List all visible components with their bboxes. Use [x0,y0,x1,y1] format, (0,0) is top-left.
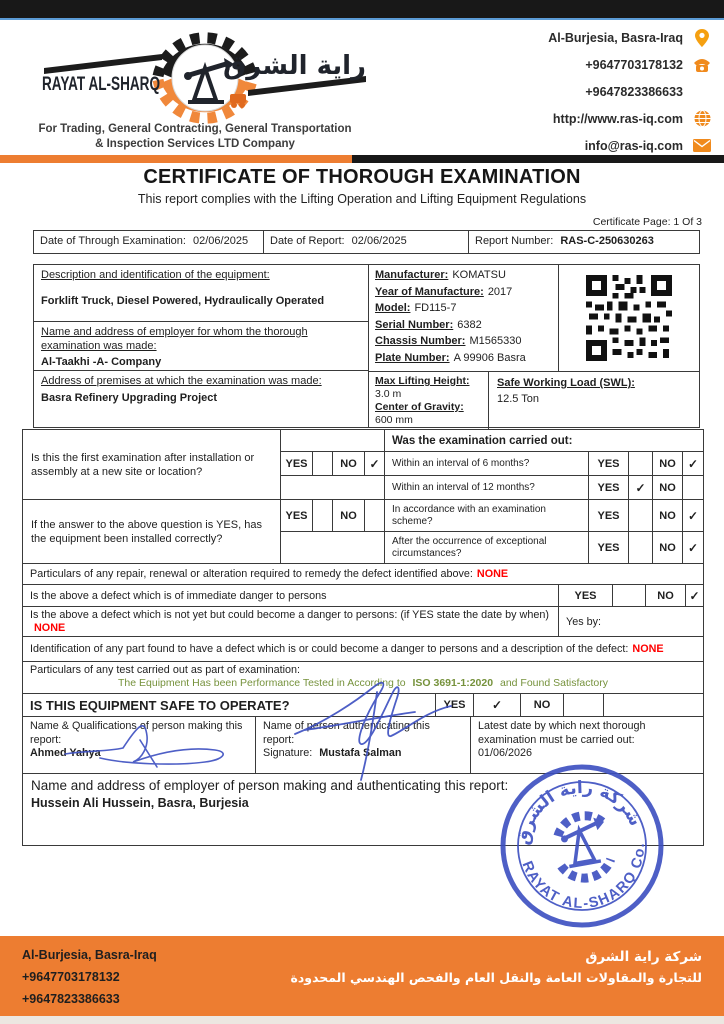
chassis-value: M1565330 [469,335,522,347]
interval-12-no-checkbox [683,476,703,500]
scheme-no-checkbox: ✓ [683,500,703,532]
tagline-line1: For Trading, General Contracting, General Transportation [38,123,352,135]
equipment-right-column [369,265,699,427]
identification-value: NONE [632,643,664,655]
interval-6-yes-label: YES [589,452,629,476]
q2-yes-label: YES [281,500,313,532]
repair-label: Particulars of any repair, renewal or alteration required to remedy the defect identified above: [30,568,473,580]
test-result-standard: ISO 3691-1:2020 [412,677,494,689]
repair-row [23,564,703,585]
swl-label: Safe Working Load (SWL): [497,377,635,389]
contact-phone1 [548,51,712,78]
equipment-section [33,264,700,428]
employer-value: Al-Taakhi -A- Company [41,356,162,368]
safe-to-operate-row [23,694,703,717]
report-number-value: RAS-C-250630263 [560,235,654,247]
q1-question: Is this the first examination after installation or assembly at a new site or location? [23,430,281,500]
notyet-label: Is the above a defect which is not yet but could become a danger to persons: (if YES state the date by when) [30,609,549,621]
q1-no-label: NO [333,452,365,476]
test-result-pre: The Equipment Has been Performance Tested in According to [118,677,406,689]
bottom-strip [0,1016,724,1024]
interval-6-yes-checkbox [629,452,653,476]
q2-no-checkbox [365,500,385,532]
manufacturer-label: Manufacturer: [375,269,449,281]
identification-label: Identification of any part found to have a defect which is or could become a danger to persons and a description of the defect: [30,643,629,655]
globe-icon [692,110,712,128]
serial-value: 6382 [457,318,482,331]
stamp-text-english: RAYAT AL-SHARQ Co. [518,841,649,913]
yes-by-cell: Yes by: [559,607,703,637]
q1-yes-checkbox [313,452,333,476]
page-subtitle: This report complies with the Lifting Operation and Lifting Equipment Regulations [137,192,587,206]
contact-website-text: http://www.ras-iq.com [552,111,683,126]
footer-address: Al-Burjesia, Basra-Iraq [22,948,157,962]
report-date-cell [264,231,469,253]
meta-table [33,230,700,254]
chassis-label: Chassis Number: [375,335,466,347]
contact-phone1-text: +9647703178132 [585,57,683,72]
manufacturer-details [369,265,559,371]
divider-orange [0,155,352,163]
envelope-icon [692,137,712,155]
cog-value: 600 mm [375,414,413,426]
report-date-label: Date of Report: [270,235,345,247]
swl-value: 12.5 Ton [497,393,540,405]
q1-no-checkbox: ✓ [365,452,385,476]
footer [0,936,724,1016]
contact-phone2-text: +9647823386633 [585,84,683,99]
employer-label: Name and address of employer for whom the thorough examination was made: [41,326,308,352]
q2-block [23,500,703,564]
safe-label: IS THIS EQUIPMENT SAFE TO OPERATE? [23,694,436,717]
year-label: Year of Manufacture: [375,285,484,298]
phone-icon [692,56,712,74]
safe-no-label: NO [521,694,564,717]
q1-block [23,430,703,500]
lifting-height-cell [369,372,489,430]
auth-label: Name of person authenticating this report: [263,720,430,746]
interval-12-label: Within an interval of 12 months? [385,476,589,500]
model-value: FD115-7 [414,302,457,314]
notyet-cell [23,607,559,637]
scheme-no-label: NO [653,500,683,532]
footer-contact-block [22,944,157,1010]
report-number-label: Report Number: [475,235,554,247]
footer-phone2: +9647823386633 [22,992,120,1006]
maker-cell [23,717,256,774]
footer-company-desc-ar: للتجارة والمقاولات العامة والنقل العام والفحص الهندسي المحدودة [290,970,702,985]
q2-question: If the answer to the above question is YES, has the equipment been installed correctly? [23,500,281,564]
plate-label: Plate Number: [375,351,450,364]
company-name-en: RAYAT AL-SHARQ [42,74,160,95]
premises-box [34,371,368,427]
scheme-yes-checkbox [629,500,653,532]
page-title: CERTIFICATE OF THOROUGH EXAMINATION [143,166,581,188]
safe-yes-label: YES [436,694,474,717]
exceptional-label: After the occurrence of exceptional circumstances? [385,532,589,564]
contact-block [548,24,712,159]
company-name-ar: راية الشرق [222,51,366,81]
q2-no-label: NO [333,500,365,532]
interval-12-yes-label: YES [589,476,629,500]
next-exam-date: 01/06/2026 [478,747,533,759]
immediate-yes-label: YES [559,585,613,607]
notyet-danger-row [23,607,703,637]
cog-label: Center of Gravity: [375,401,464,413]
contact-address-text: Al-Burjesia, Basra-Iraq [548,30,683,45]
premises-label: Address of premises at which the examination was made: [41,375,322,387]
equipment-left-column [34,265,369,427]
scheme-yes-label: YES [589,500,629,532]
immediate-no-checkbox: ✓ [686,585,703,607]
interval-12-yes-checkbox: ✓ [629,476,653,500]
equipment-description-value: Forklift Truck, Diesel Powered, Hydraulically Operated [41,295,325,307]
maker-label: Name & Qualifications of person making this report: [30,720,243,746]
header-divider [0,155,724,163]
equipment-description-label: Description and identification of the equipment: [41,269,270,281]
exam-date-value: 02/06/2025 [193,235,249,247]
next-exam-label: Latest date by which next thorough examination must be carried out: [478,720,646,746]
location-pin-icon [692,29,712,47]
report-date-value: 02/06/2025 [351,235,407,247]
immediate-danger-row [23,585,703,607]
immediate-no-label: NO [646,585,686,607]
exceptional-no-checkbox: ✓ [683,532,703,564]
auth-name: Mustafa Salman [319,747,402,759]
immediate-label: Is the above a defect which is of immediate danger to persons [23,585,559,607]
manufacturer-value: KOMATSU [452,269,506,281]
footer-company-name-ar: شركة راية الشرق [585,949,702,965]
serial-label: Serial Number: [375,318,454,331]
equipment-description-box [34,265,368,322]
auth-signature-label: Signature: [263,747,313,759]
year-value: 2017 [487,285,513,298]
q2-yes-checkbox [313,500,333,532]
company-stamp [482,746,681,945]
premises-value: Basra Refinery Upgrading Project [41,392,218,404]
employer-box [34,322,368,371]
interval-12-no-label: NO [653,476,683,500]
safe-yes-checkbox: ✓ [474,694,521,717]
company-logo [40,24,370,124]
interval-6-label: Within an interval of 6 months? [385,452,589,476]
safe-extra-cell [604,694,703,717]
certificate-page-label: Certificate Page: 1 Of 3 [592,216,702,228]
test-row [23,662,703,694]
report-employer-name: Hussein Ali Hussein, Basra, Burjesia [31,796,249,810]
immediate-yes-checkbox [613,585,646,607]
top-bar [0,0,724,20]
exam-date-label: Date of Through Examination: [40,235,186,247]
maker-name: Ahmed Yahya [30,747,101,759]
scheme-label: In accordance with an examination scheme? [385,500,589,532]
safe-no-checkbox [564,694,604,717]
authenticator-cell [256,717,471,774]
divider-black [352,155,724,163]
exceptional-no-label: NO [653,532,683,564]
footer-company-block [291,946,703,988]
exceptional-yes-checkbox [629,532,653,564]
max-height-label: Max Lifting Height: [375,375,470,387]
exceptional-yes-label: YES [589,532,629,564]
test-label: Particulars of any test carried out as part of examination: [30,664,301,676]
identification-row [23,637,703,662]
tagline-line2: & Inspection Services LTD Company [95,138,295,150]
contact-phone2 [548,78,712,105]
qr-code [559,265,699,371]
q1-yes-label: YES [281,452,313,476]
report-number-cell [469,231,699,253]
exam-date-cell [34,231,264,253]
contact-address [548,24,712,51]
contact-email-text: info@ras-iq.com [584,138,683,153]
company-tagline [30,122,360,152]
contact-website [548,105,712,132]
report-employer-label: Name and address of employer of person making and authenticating this report: [31,778,509,793]
interval-6-no-checkbox: ✓ [683,452,703,476]
test-result-post: and Found Satisfactory [499,677,608,689]
interval-6-no-label: NO [653,452,683,476]
notyet-value: NONE [34,622,66,634]
model-label: Model: [375,302,411,314]
stamp-text-arabic: شركة راية الشرق [513,777,646,847]
footer-phone1: +9647703178132 [22,970,120,984]
swl-cell [489,372,699,430]
carried-out-header: Was the examination carried out: [385,430,703,452]
plate-value: A 99906 Basra [453,351,526,364]
max-height-value: 3.0 m [375,388,402,400]
repair-value: NONE [476,568,509,580]
